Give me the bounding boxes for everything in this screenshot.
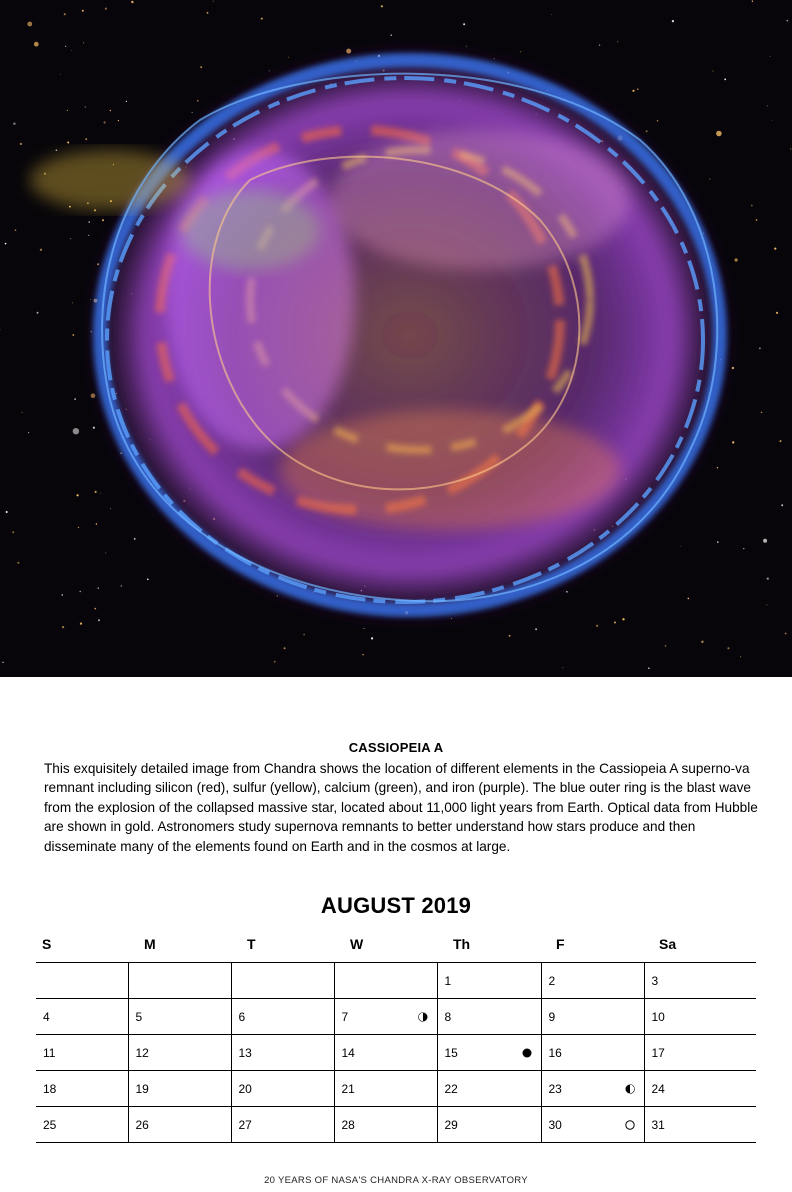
star: [743, 548, 744, 549]
star: [688, 598, 690, 600]
star: [759, 348, 760, 349]
calendar-week-row: [36, 1071, 756, 1107]
star: [96, 523, 97, 524]
weekday-label: F: [556, 936, 565, 952]
day-number: 28: [341, 1117, 355, 1132]
star: [74, 398, 76, 400]
star: [785, 633, 787, 635]
star: [520, 51, 521, 52]
star: [463, 23, 465, 25]
star: [64, 13, 66, 15]
star: [509, 635, 511, 637]
star: [12, 531, 14, 533]
star: [102, 219, 104, 221]
calendar-day-cell: [36, 1107, 128, 1143]
star: [65, 46, 66, 47]
star: [213, 1, 214, 2]
star: [391, 34, 393, 36]
star: [60, 74, 61, 75]
first-quarter-moon-icon: [418, 1012, 428, 1022]
calendar-day-cell: [36, 963, 128, 999]
day-number: 16: [548, 1045, 562, 1060]
day-number: 8: [444, 1009, 452, 1024]
star: [15, 229, 17, 231]
star: [681, 546, 682, 547]
star: [80, 623, 82, 625]
calendar-week-row: [36, 999, 756, 1035]
day-number: 14: [341, 1045, 355, 1060]
day-number: 13: [238, 1045, 252, 1060]
day-number: 20: [238, 1081, 252, 1096]
star: [781, 504, 783, 506]
day-number: 25: [43, 1117, 57, 1132]
star: [77, 494, 79, 496]
star: [105, 8, 107, 10]
weekday-header: [36, 936, 756, 963]
calendar-day-cell: [231, 963, 334, 999]
star: [780, 440, 782, 442]
day-number: 9: [548, 1009, 556, 1024]
day-number: 22: [444, 1081, 458, 1096]
star: [732, 441, 734, 443]
star: [95, 608, 97, 610]
star: [104, 121, 106, 123]
calendar-day-cell: [541, 1107, 644, 1143]
calendar-day-cell: [128, 1107, 231, 1143]
star: [717, 467, 718, 468]
day-number: 24: [651, 1081, 665, 1096]
star: [770, 56, 771, 57]
star: [761, 412, 762, 413]
star: [88, 235, 89, 236]
calendar-day-cell: [437, 999, 541, 1035]
star: [118, 120, 119, 121]
star: [147, 579, 149, 581]
star: [727, 647, 729, 649]
calendar-week-row: [36, 1035, 756, 1071]
day-number: 7: [341, 1009, 349, 1024]
day-number: 27: [238, 1117, 252, 1132]
caption-body: This exquisitely detailed image from Chandra shows the location of different elements in the Cassiopeia A superno-va remnant including silicon (red), sulfur (yellow), calcium (green), and iron (purple). The blue outer ring is the blast wave from the explosion of the collapsed massive star, located about 11,000 light years from Earth. Optical data from Hubble are shown in gold. Astronomers study supernova remnants to better understand how stars produce and then disseminate many of the elements found on Earth and in the cosmos at large.: [44, 761, 758, 854]
star: [535, 628, 537, 630]
star: [67, 142, 69, 144]
calendar-day-cell: [231, 1071, 334, 1107]
star: [551, 14, 552, 15]
star: [89, 221, 90, 222]
calendar-day-cell: [231, 1035, 334, 1071]
star: [709, 179, 710, 180]
star: [599, 45, 600, 46]
calendar-day-cell: [334, 963, 437, 999]
star: [648, 668, 649, 669]
calendar-week-row: [36, 963, 756, 999]
star: [763, 539, 767, 543]
star: [735, 258, 738, 261]
star: [371, 637, 373, 639]
star: [83, 42, 84, 43]
star: [751, 205, 753, 207]
star: [67, 110, 68, 111]
star: [274, 661, 276, 663]
star: [28, 432, 29, 433]
calendar-day-cell: [541, 1071, 644, 1107]
star: [62, 626, 64, 628]
star: [614, 622, 616, 624]
caption-title: CASSIOPEIA A: [348, 740, 444, 755]
day-number: 12: [135, 1045, 149, 1060]
weekday-label: W: [350, 936, 364, 952]
star: [563, 667, 564, 668]
star: [622, 618, 624, 620]
star: [71, 50, 72, 51]
weekday-label: S: [42, 936, 52, 952]
star: [724, 79, 726, 81]
calendar-week-row: [36, 1107, 756, 1143]
new-moon-moon-icon: [625, 1120, 635, 1130]
star: [70, 238, 71, 239]
star: [17, 562, 19, 564]
calendar-day-cell: [231, 1107, 334, 1143]
star: [790, 148, 791, 149]
star: [100, 493, 101, 494]
calendar-day-cell: [541, 1035, 644, 1071]
star: [5, 243, 7, 245]
calendar-day-cell: [231, 999, 334, 1035]
star: [2, 662, 3, 663]
star: [95, 491, 97, 493]
star: [105, 553, 106, 554]
star: [364, 628, 365, 629]
star: [40, 249, 42, 251]
calendar-day-cell: [437, 1071, 541, 1107]
day-number: 1: [444, 973, 452, 988]
star: [94, 209, 96, 211]
star: [717, 541, 719, 543]
star: [632, 90, 634, 92]
star: [197, 100, 199, 102]
star: [772, 120, 773, 121]
calendar-day-cell: [36, 1035, 128, 1071]
weekday-label: Th: [453, 936, 471, 952]
day-number: 10: [651, 1009, 665, 1024]
star: [72, 334, 74, 336]
star: [740, 656, 741, 657]
day-number: 23: [548, 1081, 562, 1096]
star: [774, 248, 776, 250]
day-number: 15: [444, 1045, 458, 1060]
calendar-day-cell: [437, 1107, 541, 1143]
calendar-day-cell: [644, 999, 756, 1035]
calendar-day-cell: [644, 1107, 756, 1143]
calendar-day-cell: [541, 963, 644, 999]
day-number: 11: [43, 1045, 56, 1060]
star: [261, 18, 263, 20]
calendar-day-cell: [437, 1035, 541, 1071]
star: [362, 654, 363, 655]
star: [93, 427, 95, 429]
calendar-day-cell: [128, 999, 231, 1035]
footer-text: 20 YEARS OF NASA'S CHANDRA X-RAY OBSERVATORY: [264, 1175, 528, 1186]
day-number: 26: [135, 1117, 149, 1132]
star: [126, 101, 127, 102]
star: [766, 604, 767, 605]
star: [192, 112, 193, 113]
calendar-day-cell: [36, 999, 128, 1035]
star: [56, 149, 58, 151]
star: [716, 131, 722, 137]
star: [701, 641, 703, 643]
star: [288, 57, 289, 58]
calendar-day-cell: [128, 1035, 231, 1071]
star: [85, 106, 86, 107]
day-number: 30: [548, 1117, 562, 1132]
day-number: 5: [135, 1009, 143, 1024]
star: [303, 634, 305, 636]
day-number: 4: [43, 1009, 50, 1024]
star: [134, 538, 136, 540]
star: [73, 428, 79, 434]
star: [22, 412, 23, 413]
star: [617, 41, 618, 42]
star: [767, 578, 769, 580]
full-moon-moon-icon: [522, 1048, 532, 1058]
month-title: AUGUST 2019: [320, 893, 472, 918]
day-number: 31: [651, 1117, 665, 1132]
day-number: 18: [43, 1081, 57, 1096]
star: [637, 88, 639, 90]
calendar-day-cell: [128, 1071, 231, 1107]
star: [131, 1, 133, 3]
star: [80, 591, 81, 592]
star: [787, 20, 789, 22]
star: [72, 302, 73, 303]
star: [284, 647, 286, 649]
calendar-day-cell: [644, 1035, 756, 1071]
star: [756, 219, 758, 221]
star: [596, 625, 598, 627]
star: [712, 70, 713, 71]
star: [82, 10, 84, 12]
star: [672, 20, 674, 22]
day-number: 19: [135, 1081, 149, 1096]
star: [752, 1, 753, 2]
calendar-day-cell: [437, 963, 541, 999]
star: [20, 143, 22, 145]
calendar-day-cell: [541, 999, 644, 1035]
star: [37, 312, 39, 314]
star: [110, 509, 111, 510]
star: [767, 105, 768, 106]
day-number: 3: [651, 973, 659, 988]
day-number: 2: [548, 973, 556, 988]
calendar-day-cell: [334, 1107, 437, 1143]
star: [6, 511, 8, 513]
star: [657, 120, 658, 121]
star: [27, 22, 32, 27]
star: [200, 66, 202, 68]
star: [110, 110, 111, 111]
day-number: 21: [341, 1081, 355, 1096]
calendar-day-cell: [334, 999, 437, 1035]
day-number: 29: [444, 1117, 458, 1132]
calendar-grid: [36, 963, 756, 1143]
calendar-day-cell: [334, 1035, 437, 1071]
day-number: 6: [238, 1009, 246, 1024]
calendar-day-cell: [644, 1071, 756, 1107]
star: [665, 645, 667, 647]
star: [776, 312, 778, 314]
star: [62, 594, 63, 595]
star: [207, 12, 209, 14]
weekday-label: T: [247, 936, 256, 952]
weekday-label: M: [144, 936, 156, 952]
star: [381, 5, 383, 7]
day-number: 17: [651, 1045, 665, 1060]
weekday-label: Sa: [659, 936, 677, 952]
calendar-day-cell: [128, 963, 231, 999]
calendar-day-cell: [644, 963, 756, 999]
star: [98, 588, 99, 589]
calendar-day-cell: [334, 1071, 437, 1107]
star: [98, 619, 100, 621]
star: [85, 138, 87, 140]
last-quarter-moon-icon: [625, 1084, 635, 1094]
star: [121, 585, 122, 586]
star: [78, 527, 79, 528]
calendar-day-cell: [36, 1071, 128, 1107]
star: [34, 42, 39, 47]
star: [13, 123, 15, 125]
